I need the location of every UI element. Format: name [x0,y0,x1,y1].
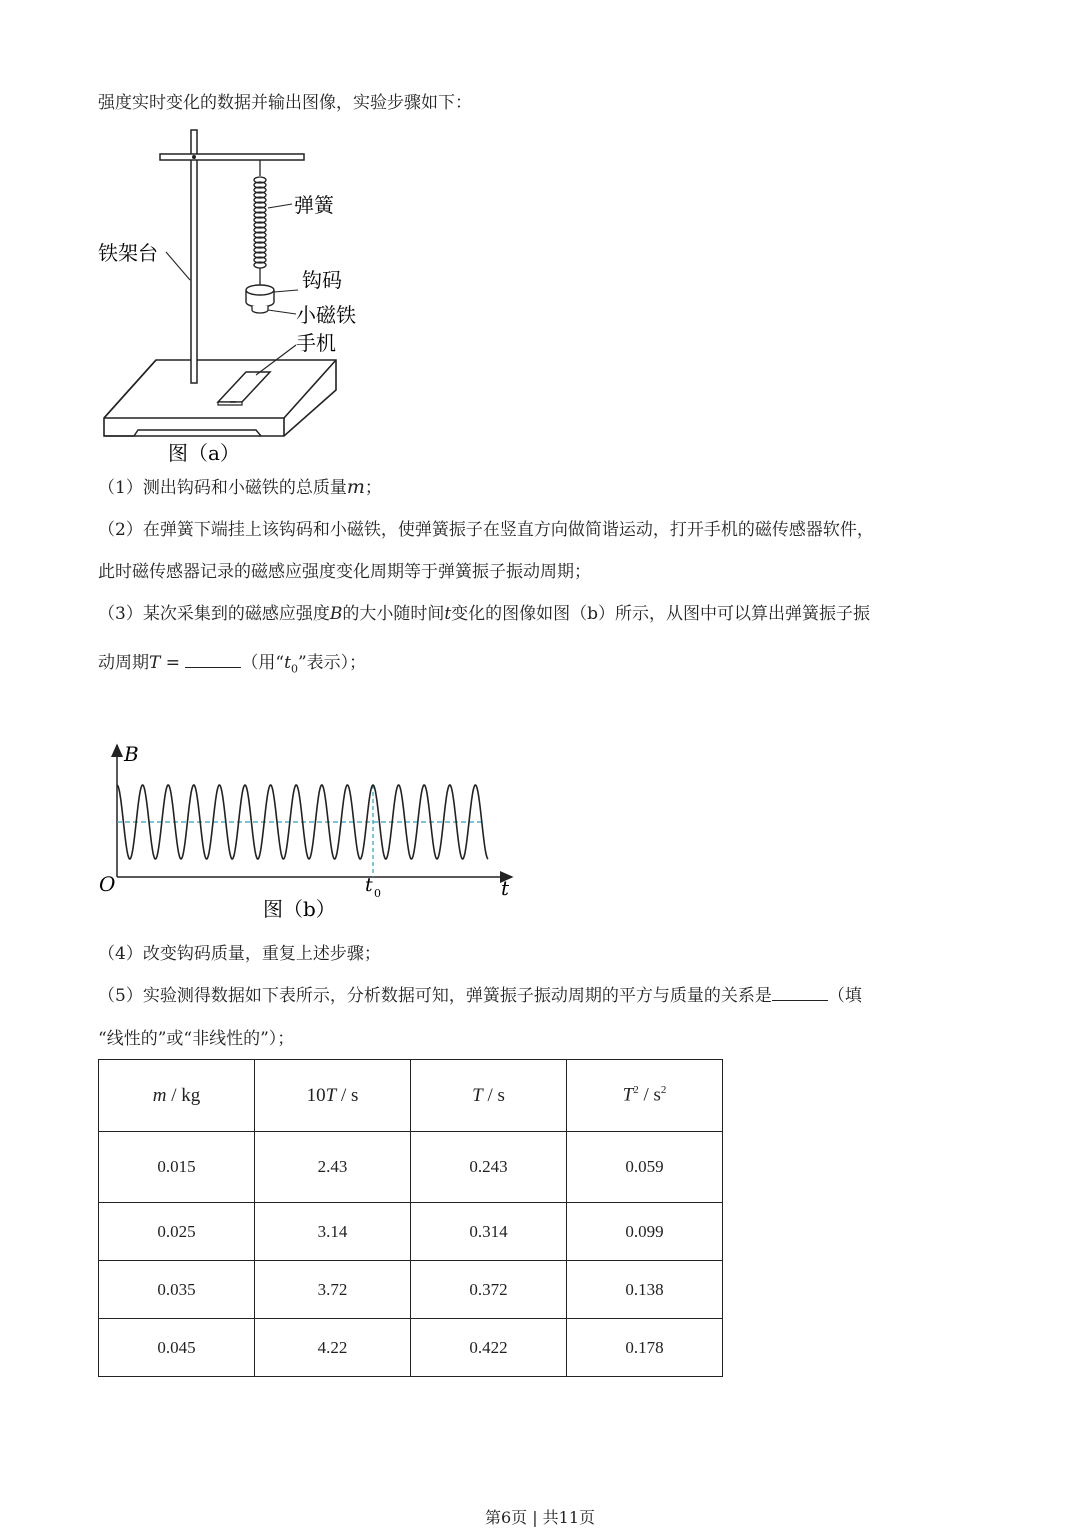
table-cell: 0.099 [567,1203,723,1261]
step-5-line-2: “线性的”或“非线性的”）； [98,1029,295,1049]
mass-variable: m [346,476,365,498]
header-t2-unit-sup: 2 [660,1084,667,1097]
step-4: （4）改变钩码质量，重复上述步骤； [98,944,381,964]
t0-subscript: 0 [290,662,298,676]
step-5-line-1 [98,985,862,1007]
figure-b-caption: 图（b） [263,897,336,921]
intro-text: 强度实时变化的数据并输出图像，实验步骤如下： [98,93,472,113]
table-row [99,1132,723,1203]
step-3-text-d: 动周期 [98,653,149,673]
label-weight: 钩码 [302,268,342,292]
table-cell: 0.025 [99,1203,255,1261]
step-2-line-2: 此时磁传感器记录的磁感应强度变化周期等于弹簧振子振动周期； [98,562,591,582]
t0-label-sub: 0 [374,887,381,900]
step-5-text-a: （5）实验测得数据如下表所示，分析数据可知，弹簧振子振动周期的平方与质量的关系是 [98,986,772,1006]
answer-blank-period[interactable] [185,653,241,668]
x-axis-label: t [501,876,510,900]
step-3-text-b: 的大小随时间 [342,604,445,624]
label-magnet: 小磁铁 [296,303,356,327]
header-t [411,1060,567,1132]
header-t2-var: T [622,1084,634,1106]
spring-coil [254,177,266,268]
step-1 [98,476,382,499]
figure-b-chart [95,735,525,925]
y-axis-label: B [124,742,139,766]
table-cell: 0.138 [567,1261,723,1319]
label-phone: 手机 [296,331,336,355]
equals-sign: = [160,653,186,673]
step-3-text-a: （3）某次采集到的磁感应强度 [98,604,330,624]
header-10t-pre: 10 [306,1084,326,1106]
t-variable: t [444,604,452,624]
table-row [99,1319,723,1377]
step-3-text-c: 变化的图像如图（b）所示，从图中可以算出弹簧振子振 [451,604,871,624]
step-1-end: ； [364,478,382,498]
table-header-row [99,1060,723,1132]
step-3-line-2 [98,652,366,680]
table-cell: 3.72 [255,1261,411,1319]
table-cell: 0.372 [411,1261,567,1319]
b-variable: B [329,604,343,624]
header-10t [255,1060,411,1132]
header-mass-var: m [152,1084,167,1106]
table-cell: 4.22 [255,1319,411,1377]
t0-label: t [365,874,373,896]
label-spring: 弹簧 [294,193,334,217]
figure-a-caption: 图（a） [168,441,240,465]
table-row [99,1203,723,1261]
header-t-unit: / s [482,1084,505,1106]
table-cell: 0.422 [411,1319,567,1377]
page-footer: 第6页 | 共11页 [484,1508,596,1527]
header-t2-unit: / s [638,1084,661,1106]
table-cell: 0.035 [99,1261,255,1319]
table-cell: 0.314 [411,1203,567,1261]
weight [246,285,274,313]
step-3-text-f: ”表示）； [297,653,367,673]
figure-a-apparatus [96,120,386,470]
data-table [98,1059,723,1377]
header-10t-unit: / s [336,1084,359,1106]
table-cell: 0.178 [567,1319,723,1377]
t0-variable: t [284,653,291,673]
table-cell: 0.059 [567,1132,723,1203]
table-cell: 3.14 [255,1203,411,1261]
table-row [99,1261,723,1319]
table-cell: 0.243 [411,1132,567,1203]
header-t-var: T [472,1084,483,1106]
label-stand: 铁架台 [98,241,158,265]
header-t2 [567,1060,723,1132]
header-mass [99,1060,255,1132]
step-2-line-1: （2）在弹簧下端挂上该钩码和小磁铁，使弹簧振子在竖直方向做简谐运动，打开手机的磁传感器软件， [98,520,874,540]
step-5-text-b: （填 [827,986,862,1006]
step-3-text-e: （用“ [241,653,285,673]
table-cell: 2.43 [255,1132,411,1203]
table-cell: 0.015 [99,1132,255,1203]
step-3-line-1 [98,603,870,625]
period-variable: T [149,653,161,673]
header-t2-sup: 2 [633,1084,639,1097]
step-1-text: （1）测出钩码和小磁铁的总质量 [98,478,347,498]
answer-blank-relation[interactable] [772,986,828,1001]
table-cell: 0.045 [99,1319,255,1377]
origin-label: O [99,872,116,896]
header-10t-var: T [325,1084,337,1106]
header-mass-unit: / kg [166,1084,201,1106]
